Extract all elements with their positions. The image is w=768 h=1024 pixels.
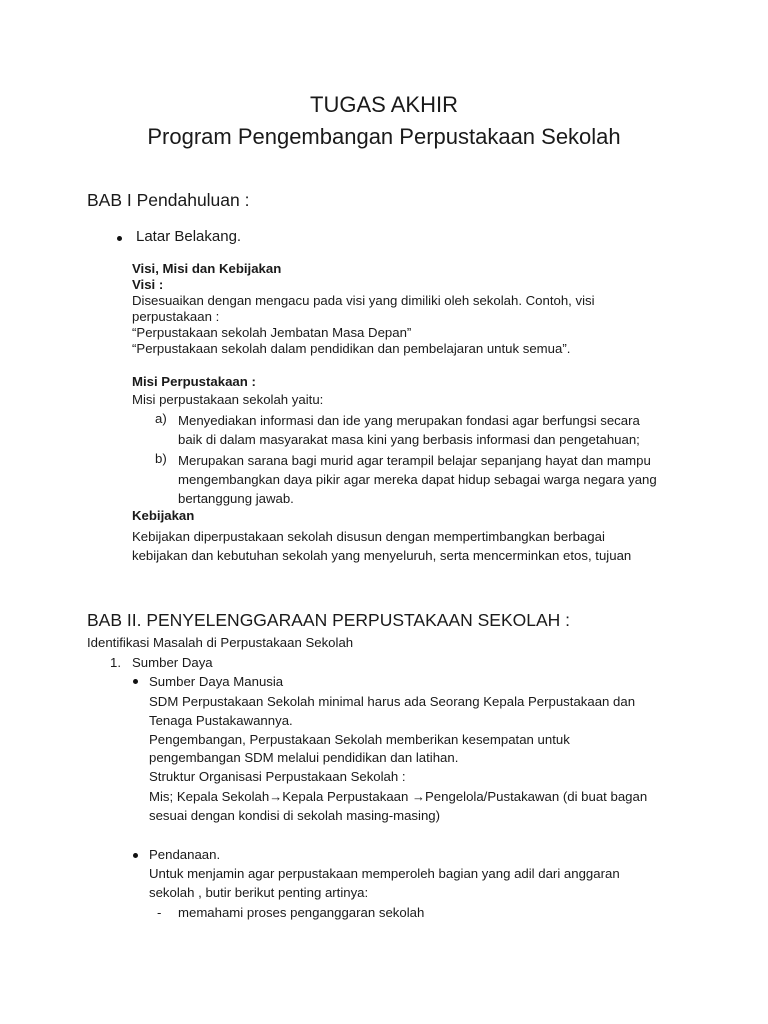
- struktur-flow-end: Pengelola/Pustakawan (di buat bagan: [425, 789, 648, 804]
- document-title: TUGAS AKHIR: [310, 92, 458, 117]
- arrow-right-icon: →: [269, 789, 283, 804]
- misi-item-line: baik di dalam masyarakat masa kini yang berbasis informasi dan pengetahuan;: [178, 432, 640, 447]
- pendanaan-text-line: sekolah , butir berikut penting artinya:: [149, 885, 369, 900]
- arrow-right-icon: →: [412, 789, 426, 804]
- misi-item-line: Merupakan sarana bagi murid agar terampil belajar sepanjang hayat dan mampu: [178, 453, 651, 468]
- kebijakan-text-line: Kebijakan diperpustakaan sekolah disusun dengan mempertimbangkan berbagai: [132, 529, 605, 544]
- misi-intro: Misi perpustakaan sekolah yaitu:: [132, 392, 324, 407]
- section-heading: Visi, Misi dan Kebijakan: [132, 261, 282, 276]
- misi-item-line: bertanggung jawab.: [178, 491, 294, 506]
- kebijakan-text-line: kebijakan dan kebutuhan sekolah yang menyeluruh, serta mencerminkan etos, tujuan: [132, 548, 632, 563]
- struktur-flow: [149, 789, 647, 805]
- pengembangan-text-line: pengembangan SDM melalui pendidikan dan latihan.: [149, 750, 459, 765]
- bullet-icon: [133, 679, 138, 684]
- bullet-icon: [117, 236, 122, 241]
- visi-text-line: Disesuaikan dengan mengacu pada visi yang dimiliki oleh sekolah. Contoh, visi: [132, 293, 595, 308]
- struktur-flow-start: Mis; Kepala Sekolah: [149, 789, 270, 804]
- document-subtitle: Program Pengembangan Perpustakaan Sekolah: [147, 124, 621, 149]
- dash-item: memahami proses penganggaran sekolah: [178, 905, 425, 920]
- pendanaan-text-line: Untuk menjamin agar perpustakaan memperoleh bagian yang adil dari anggaran: [149, 866, 620, 881]
- list-marker: a): [155, 411, 167, 426]
- sdm-text-line: Tenaga Pustakawannya.: [149, 713, 293, 728]
- bab2-heading: BAB II. PENYELENGGARAAN PERPUSTAKAAN SEKOLAH :: [87, 610, 571, 630]
- misi-item-line: Menyediakan informasi dan ide yang merupakan fondasi agar berfungsi secara: [178, 413, 640, 428]
- latar-belakang-bullet: Latar Belakang.: [136, 228, 242, 245]
- visi-quote: “Perpustakaan sekolah Jembatan Masa Depan”: [132, 325, 412, 340]
- list-marker: b): [155, 451, 167, 466]
- bullet-icon: [133, 853, 138, 858]
- kebijakan-label: Kebijakan: [132, 508, 195, 523]
- struktur-flow-line: sesuai dengan kondisi di sekolah masing-masing): [149, 808, 441, 823]
- sdm-text-line: SDM Perpustakaan Sekolah minimal harus ada Seorang Kepala Perpustakaan dan: [149, 694, 636, 709]
- struktur-flow-mid: Kepala Perpustakaan: [282, 789, 413, 804]
- pendanaan-label: Pendanaan.: [149, 847, 221, 862]
- bab2-intro: Identifikasi Masalah di Perpustakaan Sekolah: [87, 635, 354, 650]
- sdm-label: Sumber Daya Manusia: [149, 674, 284, 689]
- bab1-heading: BAB I Pendahuluan :: [87, 190, 250, 210]
- struktur-label: Struktur Organisasi Perpustakaan Sekolah :: [149, 769, 406, 784]
- dash-marker: -: [157, 905, 162, 920]
- visi-quote: “Perpustakaan sekolah dalam pendidikan dan pembelajaran untuk semua”.: [132, 341, 571, 356]
- misi-label: Misi Perpustakaan :: [132, 374, 256, 389]
- misi-item-line: mengembangkan daya pikir agar mereka dapat hidup sebagai warga negara yang: [178, 472, 657, 487]
- visi-label: Visi :: [132, 277, 164, 292]
- pengembangan-text-line: Pengembangan, Perpustakaan Sekolah memberikan kesempatan untuk: [149, 732, 570, 747]
- list-marker: 1.: [110, 655, 121, 670]
- sumber-daya-label: Sumber Daya: [132, 655, 213, 670]
- visi-text-line: perpustakaan :: [132, 309, 220, 324]
